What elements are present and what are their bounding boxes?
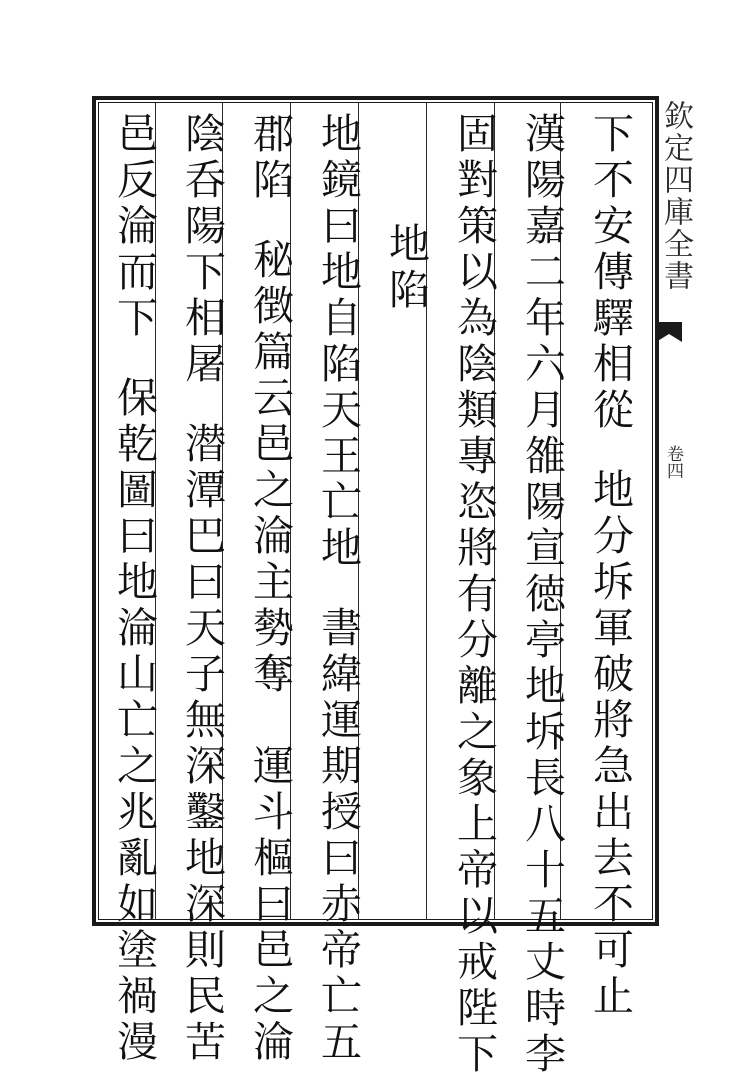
main-text: 邑反淪而下	[110, 112, 158, 342]
section-heading: 地陷	[382, 222, 430, 314]
text-column-1	[584, 112, 636, 1020]
fishtail-mark	[656, 322, 682, 342]
main-text: 地鏡曰地自陷天王亡地	[314, 112, 362, 572]
main-text: 漢陽嘉二年六月雒陽宣徳亭地坼長八十五丈時李	[518, 112, 566, 1078]
main-text: 陰呑陽下相屠	[178, 112, 226, 388]
commentary-text: 書緯運期授曰赤帝亡五	[314, 606, 362, 1066]
juan-number: 卷四	[663, 445, 683, 479]
main-text: 下不安傳驛相從	[586, 112, 634, 434]
text-column-7	[176, 112, 228, 1066]
text-column-6	[244, 112, 296, 1066]
commentary-text: 秘徴篇云邑之淪主勢奪 運斗樞曰邑之淪	[246, 238, 294, 1066]
main-text: 固對策以為陰類專恣將有分離之象上帝以戒陛下	[450, 112, 498, 1078]
text-column-8	[108, 112, 160, 1066]
commentary-text: 地分坼軍破將急出去不可止	[586, 468, 634, 1020]
section-heading-column	[380, 222, 432, 314]
commentary-text: 潜潭巴曰天子無深鑿地深則民苦	[178, 422, 226, 1066]
text-column-2	[516, 112, 568, 1078]
main-text: 郡陷	[246, 112, 294, 204]
commentary-text: 保乾圖曰地淪山亡之兆亂如塗禍漫	[110, 376, 158, 1066]
text-column-3	[448, 112, 500, 1078]
book-title: 欽定四庫全書	[658, 100, 693, 292]
text-column-5	[312, 112, 364, 1066]
